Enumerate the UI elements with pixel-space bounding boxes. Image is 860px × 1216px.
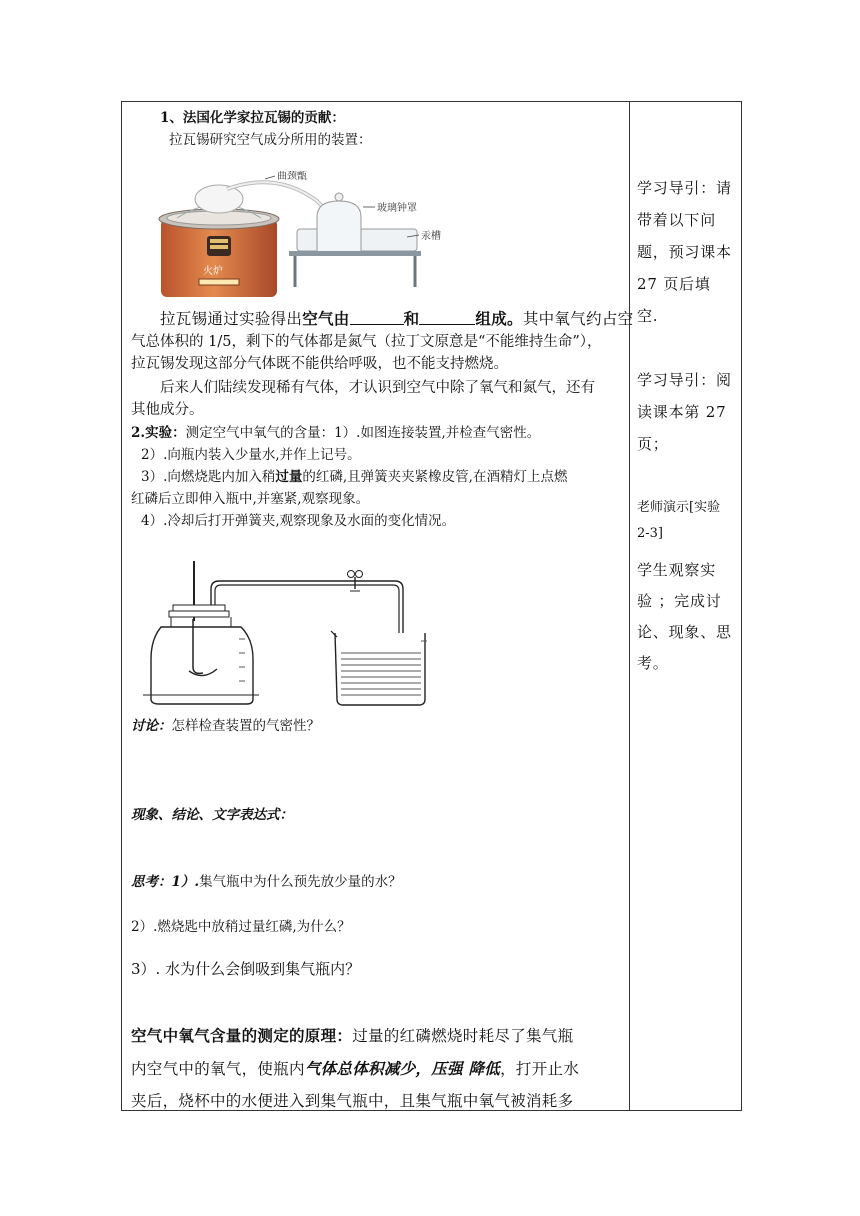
furnace-label: 火炉 [203,266,223,277]
principle-line3: 夹后，烧杯中的水便进入到集气瓶中，且集气瓶中氧气被消耗多 [131,1092,574,1110]
principle-line1: 空气中氧气含量的测定的原理：过量的红磷燃烧时耗尽了集气瓶 [131,1026,574,1045]
experiment-step3: 3）.向燃烧匙内加入稍过量的红磷,且弹簧夹夹紧橡皮管,在酒精灯上点燃 [141,469,568,485]
guide1: 学习导引：请 带着以下问 题，预习课本 27 页后填 空. [637,179,732,325]
para2-line2: 其他成分。 [131,402,204,418]
experiment-step4: 4）.冷却后打开弹簧夹,观察现象及水面的变化情况。 [141,513,456,529]
para1-line3: 拉瓦锡发现这部分气体既不能供给呼吸，也不能支持燃烧。 [131,356,508,372]
principle-line2: 内空气中的氧气，使瓶内气体总体积减少，压强 降低，打开止水 [131,1059,580,1078]
lavoisier-apparatus-figure [157,171,457,301]
experiment-step3-line2: 红磷后立即伸入瓶中,并塞紧,观察现象。 [131,491,370,507]
experiment-step2: 2）.向瓶内装入少量水,并作上记号。 [141,447,361,463]
column-divider [629,101,630,1111]
oxygen-apparatus-figure [131,549,431,709]
blank-2[interactable] [419,311,475,325]
guide2: 学习导引：阅 读课本第 27 页； [637,371,732,453]
para1-line1: 拉瓦锡通过实验得出空气由 和 组成。其中氧气约占空 [160,309,634,328]
think-q1: 思考：1）.集气瓶中为什么预先放少量的水？ [131,874,402,890]
para2-line1: 后来人们陆续发现稀有气体，才认识到空气中除了氧气和氮气，还有 [160,380,595,396]
think-q3: 3）. 水为什么会倒吸到集气瓶内？ [131,960,361,978]
phenomena-label: 现象、结论、文字表达式： [131,807,293,823]
bell-jar-label: 玻璃钟罩 [377,203,417,214]
experiment-step1: 2.实验：测定空气中氧气的含量：1）.如图连接装置,并检查气密性。 [131,425,541,441]
teacher-demo: 老师演示[实验 2-3] [637,500,721,541]
discussion: 讨论：怎样检查装置的气密性？ [131,718,320,734]
para1-line2: 气总体积的 1/5，剩下的气体都是氮气（拉丁文原意是“不能维持生命”）， [131,334,602,350]
section1-heading: 1、法国化学家拉瓦锡的贡献： [160,110,345,126]
trough-label: 汞槽 [421,231,441,242]
blank-1[interactable] [350,311,404,325]
retort-label: 曲颈甑 [277,171,307,182]
section1-intro: 拉瓦锡研究空气成分所用的装置： [169,132,372,148]
student-observe: 学生观察实 验 ；完成讨 论、现象、思 考。 [637,561,732,672]
think-q2: 2）.燃烧匙中放稍过量红磷,为什么？ [131,919,351,935]
